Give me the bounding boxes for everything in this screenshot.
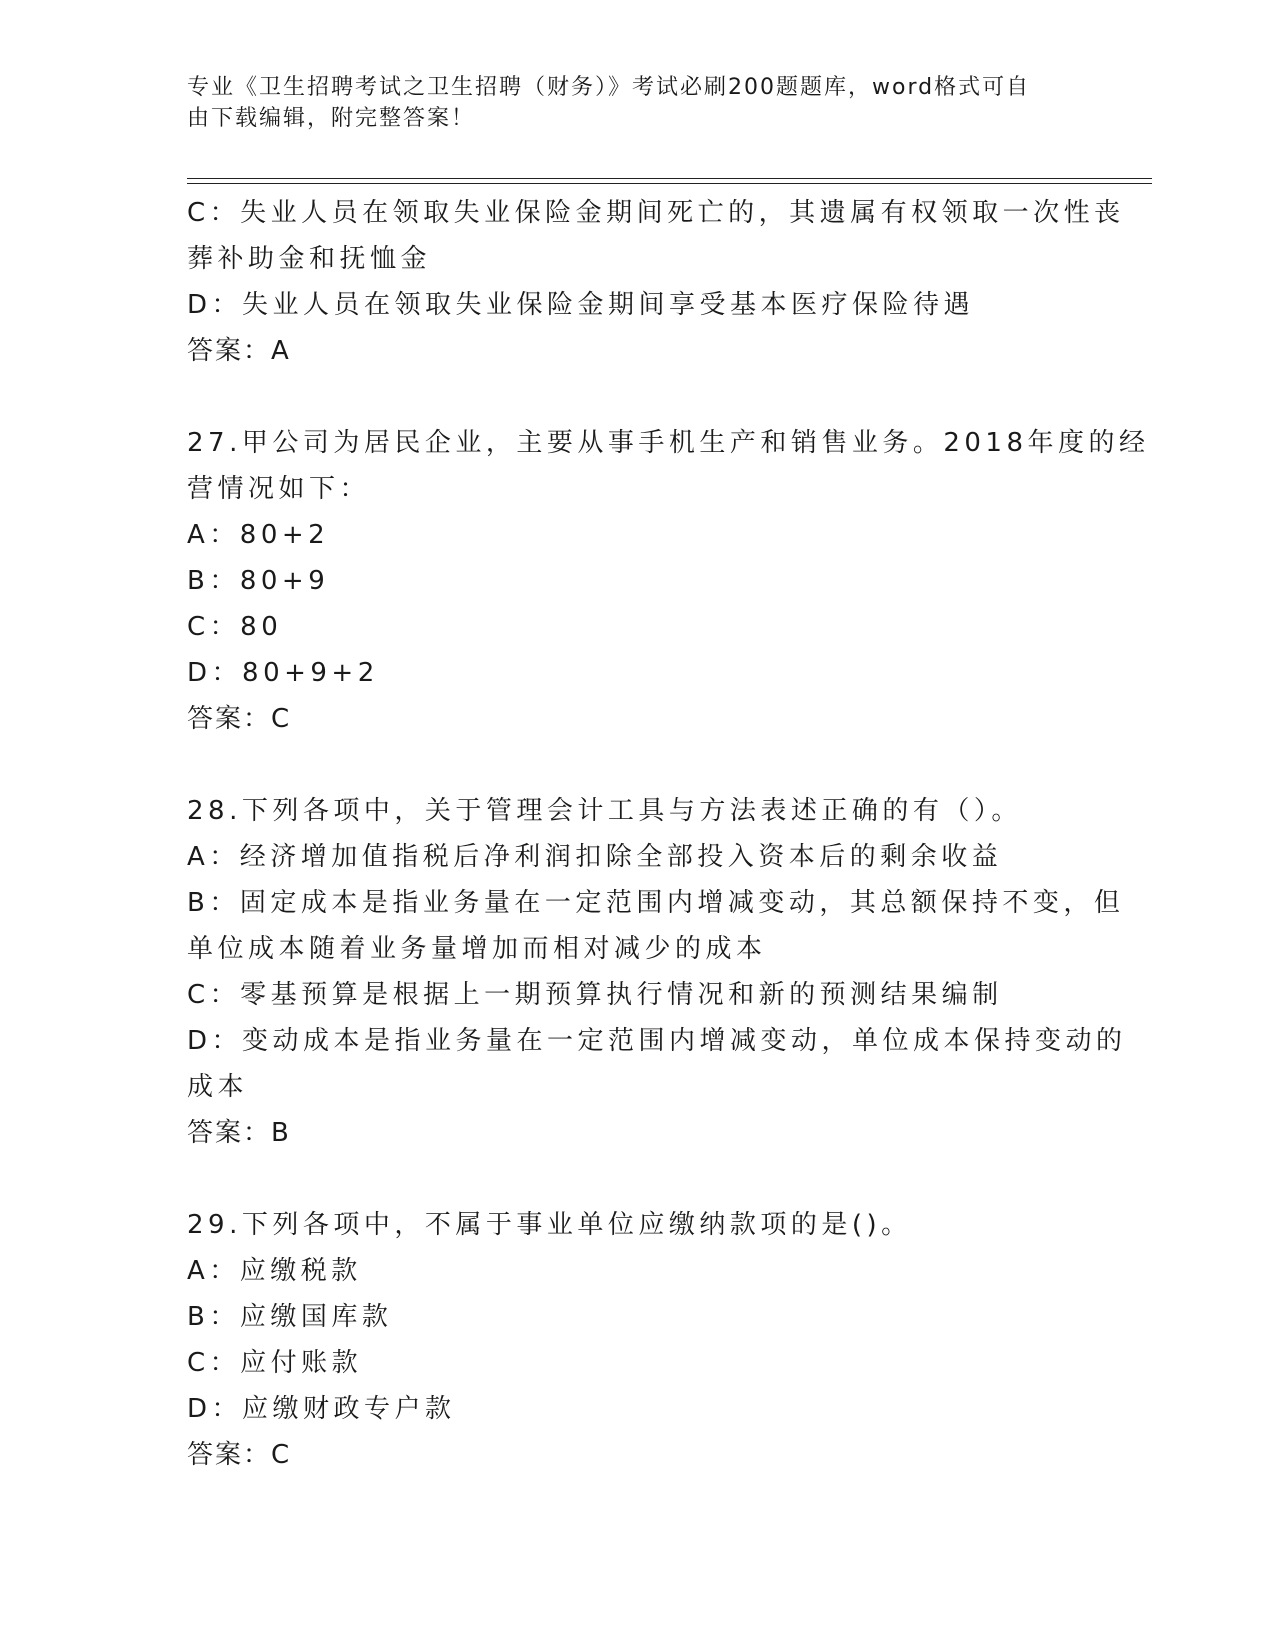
option-c: C：零基预算是根据上一期预算执行情况和新的预测结果编制 (187, 980, 1003, 1010)
question-content (187, 190, 1150, 1478)
question-stem: 27.甲公司为居民企业，主要从事手机生产和销售业务。2018年度的经 (187, 428, 1150, 458)
option-b: B：应缴国库款 (187, 1302, 393, 1332)
spacer (187, 1156, 1087, 1202)
question-stem: 29.下列各项中，不属于事业单位应缴纳款项的是()。 (187, 1210, 912, 1240)
question-27 (187, 420, 1150, 742)
option-d: D：失业人员在领取失业保险金期间享受基本医疗保险待遇 (187, 290, 975, 320)
answer: 答案：C (187, 1440, 292, 1470)
question-28 (187, 788, 1127, 1156)
option-d: D：应缴财政专户款 (187, 1394, 456, 1424)
option-c: C：失业人员在领取失业保险金期间死亡的，其遗属有权领取一次性丧 (187, 198, 1125, 228)
option-b: B：固定成本是指业务量在一定范围内增减变动，其总额保持不变，但 (187, 888, 1125, 918)
header-rule-bottom (187, 183, 1152, 184)
header-rule-top (187, 178, 1152, 179)
spacer (187, 374, 1087, 420)
option-c-continuation: 葬补助金和抚恤金 (187, 244, 432, 274)
spacer (187, 742, 1087, 788)
question-stem-continuation: 营情况如下： (187, 474, 371, 504)
header-line-2: 由下载编辑，附完整答案！ (187, 106, 476, 131)
option-a: A：经济增加值指税后净利润扣除全部投入资本后的剩余收益 (187, 842, 1003, 872)
answer: 答案：B (187, 1118, 291, 1148)
option-d-continuation: 成本 (187, 1072, 249, 1102)
question-29 (187, 1202, 1087, 1478)
option-c: C：80 (187, 612, 283, 642)
option-b: B：80+9 (187, 566, 330, 596)
header-line-1: 专业《卫生招聘考试之卫生招聘（财务）》考试必刷200题题库，word格式可自 (187, 75, 1031, 100)
option-b-continuation: 单位成本随着业务量增加而相对减少的成本 (187, 934, 767, 964)
option-a: A：应缴税款 (187, 1256, 362, 1286)
option-d: D：变动成本是指业务量在一定范围内增减变动，单位成本保持变动的 (187, 1026, 1127, 1056)
document-header (187, 72, 1077, 134)
question-26-fragment (187, 190, 1125, 374)
option-c: C：应付账款 (187, 1348, 363, 1378)
answer: 答案：A (187, 336, 291, 366)
option-a: A：80+2 (187, 520, 330, 550)
answer: 答案：C (187, 704, 292, 734)
option-d: D：80+9+2 (187, 658, 379, 688)
question-stem: 28.下列各项中，关于管理会计工具与方法表述正确的有（）。 (187, 796, 1022, 826)
